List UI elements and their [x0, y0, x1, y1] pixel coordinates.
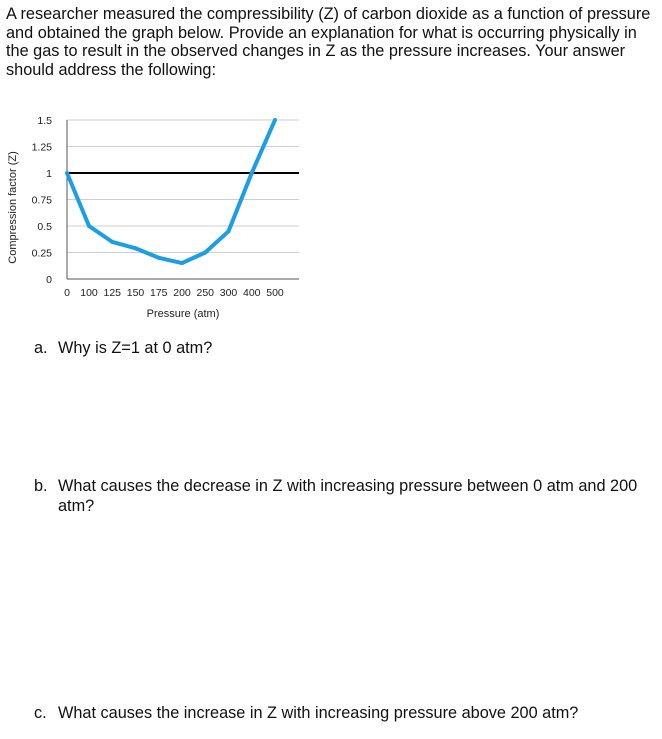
x-axis-label: Pressure (atm) — [146, 308, 220, 320]
data-point — [134, 246, 138, 250]
data-point — [65, 171, 69, 175]
question-c-letter: c. — [34, 704, 47, 722]
question-c — [34, 703, 644, 723]
y-axis-label: Compression factor (Z) — [7, 151, 19, 264]
question-b — [34, 476, 644, 516]
y-tick-labels — [32, 115, 53, 286]
x-tick-label: 300 — [219, 287, 238, 299]
x-tick-label: 500 — [266, 287, 284, 299]
intro-paragraph: A researcher measured the compressibility (Z) of carbon dioxide as a function of pressure and obtained the graph below. Provide an explanation for what is occurring physically in the gas to result in the observed changes in Z as the pressure increases. Your answer should address the following: — [6, 5, 651, 79]
x-tick-label: 125 — [103, 287, 122, 299]
co2-series-line — [67, 120, 275, 263]
data-point — [87, 224, 91, 228]
data-point — [273, 118, 277, 122]
x-tick-label: 250 — [196, 287, 215, 299]
compressibility-chart — [0, 108, 320, 328]
y-tick-label: 0.75 — [31, 194, 52, 207]
data-point — [157, 256, 161, 260]
x-tick-label: 150 — [126, 287, 145, 299]
y-tick-label: 1 — [46, 168, 52, 180]
y-tick-label: 0.25 — [31, 247, 52, 260]
question-a — [34, 338, 644, 358]
x-tick-label: 100 — [80, 287, 98, 299]
x-tick-label: 175 — [149, 287, 168, 299]
y-tick-label: 0.5 — [37, 221, 52, 233]
data-point — [250, 171, 254, 175]
question-c-text: What causes the increase in Z with increasing pressure above 200 atm? — [58, 704, 579, 722]
y-tick-label: 1.25 — [31, 141, 52, 154]
data-point — [180, 261, 184, 265]
x-tick-labels — [64, 287, 284, 299]
y-tick-label: 0 — [46, 274, 52, 286]
x-tick-label: 0 — [64, 287, 70, 299]
y-tick-label: 1.5 — [37, 115, 52, 127]
data-point — [110, 240, 114, 244]
question-b-letter: b. — [34, 477, 48, 495]
x-tick-label: 400 — [242, 287, 261, 299]
data-point — [227, 229, 231, 233]
question-a-letter: a. — [34, 339, 48, 357]
question-b-text: What causes the decrease in Z with increasing pressure between 0 atm and 200 atm? — [58, 477, 638, 515]
question-a-text: Why is Z=1 at 0 atm? — [58, 339, 213, 357]
x-tick-label: 200 — [173, 287, 191, 299]
data-point — [203, 251, 207, 255]
